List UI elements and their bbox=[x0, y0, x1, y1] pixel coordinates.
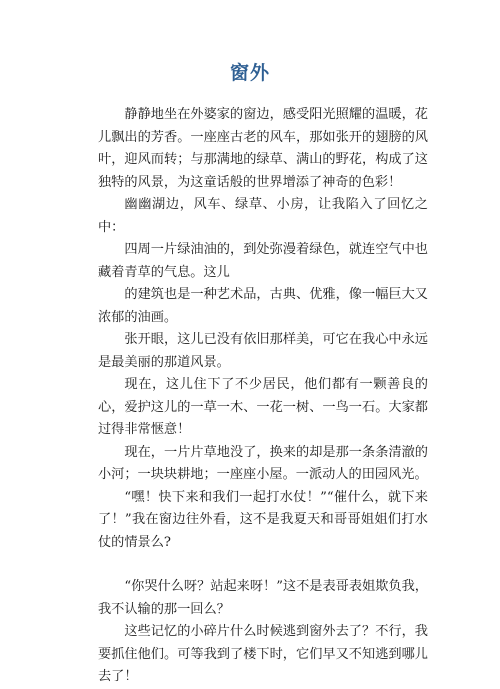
article-body bbox=[98, 104, 428, 689]
paragraph-6: 现在，这儿住下了不少居民，他们都有一颗善良的心，爱护这儿的一草一木、一花一树、一鸟一石。大家都过得非常惬意！ bbox=[98, 377, 428, 437]
paragraph-7: 现在，一片片草地没了，换来的却是那一条条清澈的小河；一块块耕地；一座座小屋。一派动人的田园风光。 bbox=[98, 444, 428, 482]
paragraph-5: 张开眼，这儿已没有依旧那样美，可它在我心中永远是最美丽的那道风景。 bbox=[98, 332, 428, 370]
paragraph-10: 这些记忆的小碎片什么时候逃到窗外去了？不行，我要抓住他们。可等我到了楼下时，它们早又不知逃到哪儿去了！ bbox=[98, 624, 428, 684]
paragraph-2: 幽幽湖边，风车、绿草、小房，让我陷入了回忆之中： bbox=[98, 197, 428, 235]
paragraph-4: 的建筑也是一种艺术品，古典、优雅，像一幅巨大又浓郁的油画。 bbox=[98, 287, 428, 325]
article-title: 窗外 bbox=[229, 62, 270, 84]
paragraph-9: “你哭什么呀？站起来呀！”这不是表哥表姐欺负我，我不认输的那一回么？ bbox=[98, 579, 428, 617]
paragraph-3: 四周一片绿油油的，到处弥漫着绿色，就连空气中也藏着青草的气息。这儿 bbox=[98, 242, 428, 280]
paragraph-8: “嘿！快下来和我们一起打水仗！”“催什么，就下来了！”我在窗边往外看，这不是我夏天和哥哥姐姐们打水仗的情景么? bbox=[98, 489, 428, 550]
paragraph-1: 静静地坐在外婆家的窗边，感受阳光照耀的温暖，花儿飘出的芳香。一座座古老的风车，那如张开的翅膀的风叶，迎风而转；与那满地的绿草、满山的野花，构成了这独特的风景，为这童话般的世界增添了神奇的色彩！ bbox=[98, 107, 428, 190]
